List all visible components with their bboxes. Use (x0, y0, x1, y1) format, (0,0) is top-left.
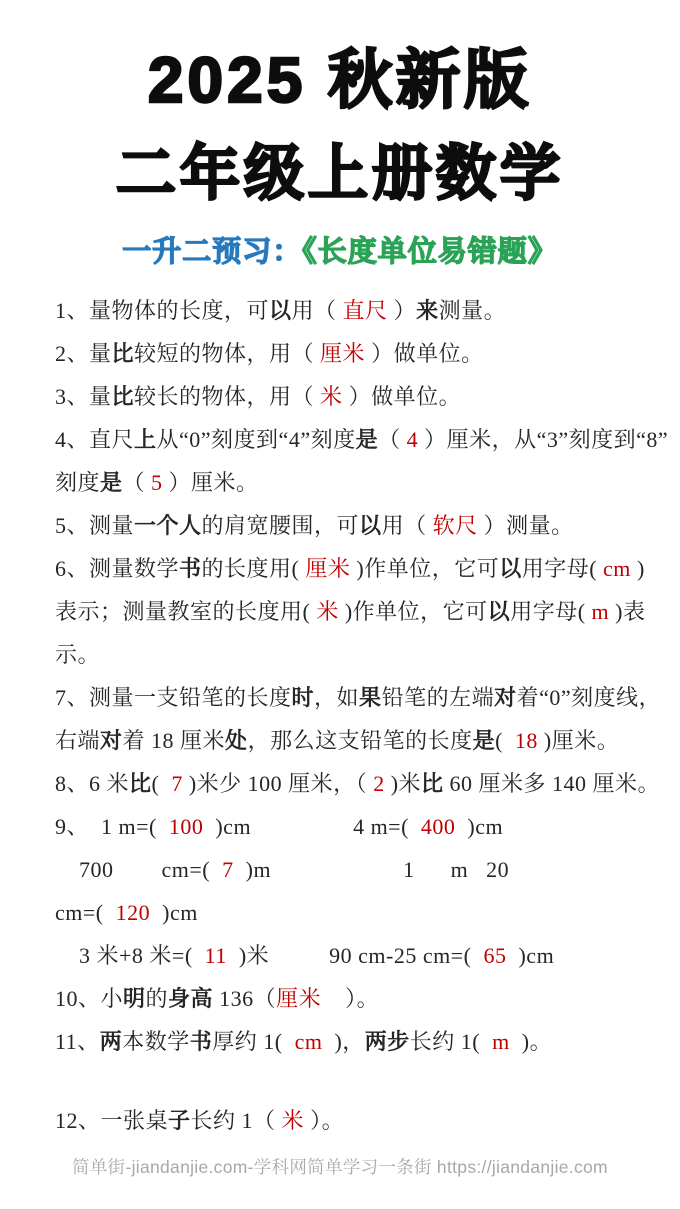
question-text: 书 (189, 1029, 213, 1054)
answer-text: 7 (171, 771, 183, 796)
question-text: 厚约 1( (212, 1029, 295, 1054)
subtitle-prefix: 一升二预习： (122, 236, 303, 268)
question-text: ）。 (321, 986, 380, 1011)
question-text: 的长度用( (201, 556, 306, 581)
question-text: 两 (99, 1029, 123, 1054)
question-text: 较长的物体，用（ (134, 384, 321, 409)
question-text: ）厘米。 (162, 470, 259, 495)
question-text: 长约 1（ (190, 1108, 282, 1133)
question-text: ，如 (314, 685, 360, 710)
question-line (55, 676, 660, 719)
question-text: 是 (100, 470, 123, 495)
answer-text: 2 (373, 771, 385, 796)
question-text: 6、测量数学 (55, 556, 180, 581)
question-line (55, 1020, 660, 1063)
question-text: 用字母( (510, 599, 592, 624)
question-text: 上 (134, 427, 157, 452)
question-text: 用字母( (521, 556, 604, 581)
question-text: 1、量物体的长度，可 (55, 298, 270, 323)
question-text: 来 (416, 298, 439, 323)
answer-text: 厘米 (320, 341, 366, 366)
section-subtitle (0, 238, 680, 267)
answer-text: cm (294, 1029, 323, 1054)
answer-text: 400 (420, 814, 456, 839)
question-text: 用（ (291, 298, 343, 323)
question-text: 700 cm=( (55, 857, 223, 882)
question-text: 右端 (55, 728, 101, 753)
question-line (55, 633, 660, 676)
answer-text: 厘米 (305, 556, 351, 581)
question-text: 7、测量一支铅笔的长度 (55, 685, 292, 710)
question-text: 一个人 (134, 513, 202, 538)
question-text: 从“0”刻度到“4”刻度 (156, 427, 356, 452)
question-text: ）做单位。 (365, 341, 484, 366)
question-text: 时 (291, 685, 315, 710)
question-text: )cm (455, 814, 504, 839)
question-text: ） (387, 298, 417, 323)
question-text: 以 (269, 298, 292, 323)
question-text: )米少 100 厘米，（ (182, 771, 374, 796)
question-text: )cm (150, 900, 198, 925)
question-text: ( (495, 728, 515, 753)
question-text: 8、6 米 (55, 771, 130, 796)
question-text: ，那么这支铅笔的长度 (247, 728, 473, 753)
question-text: 本数学 (122, 1029, 190, 1054)
question-text: 比 (421, 771, 444, 796)
question-text: （ (122, 470, 152, 495)
question-line (55, 1099, 660, 1142)
footer-watermark: 简单街-jiandanjie.com-学科网简单学习一条街 https://jiandanjie.com (72, 1157, 608, 1177)
question-text: 以 (487, 599, 511, 624)
question-text: 10、小 (55, 986, 124, 1011)
question-text: 书 (179, 556, 202, 581)
answer-text: m (492, 1029, 510, 1054)
question-text: 身高 (168, 986, 214, 1011)
question-text: )作单位，它可 (338, 599, 488, 624)
question-text: 比 (111, 384, 135, 409)
title-line-2: 二年级上册数学 (116, 140, 564, 207)
question-text: 两步 (364, 1029, 410, 1054)
question-text: 果 (359, 685, 382, 710)
question-text: 子 (168, 1108, 191, 1133)
question-text: 示。 (55, 642, 101, 667)
answer-text: 5 (151, 470, 163, 495)
question-text: ( (151, 771, 172, 796)
question-text: )。 (509, 1029, 553, 1054)
question-line (55, 547, 660, 590)
question-text: )米 90 cm-25 cm=( (226, 943, 484, 968)
question-text: 60 厘米多 140 厘米。 (443, 771, 661, 796)
question-text: 较短的物体，用（ (134, 341, 321, 366)
question-line (55, 590, 660, 633)
question-text: 9、 1 m=( (55, 814, 169, 839)
question-text: 3、量 (55, 384, 112, 409)
question-line (55, 289, 660, 332)
title-block (0, 0, 680, 207)
question-text: 136（ (213, 986, 277, 1011)
title-line-1: 2025 秋新版 (147, 44, 533, 116)
question-text: 明 (123, 986, 146, 1011)
question-line (55, 375, 660, 418)
answer-text: 米 (281, 1108, 305, 1133)
question-text: )米 (384, 771, 422, 796)
question-text: )， (322, 1029, 365, 1054)
subtitle-topic: 《长度单位易错题》 (302, 236, 558, 268)
question-text: 着“0”刻度线， (516, 685, 662, 710)
question-text: )厘米。 (537, 728, 620, 753)
question-text: )cm 4 m=( (203, 814, 421, 839)
question-text: 比 (111, 341, 135, 366)
question-text: )m 1 m 20 (233, 857, 510, 882)
question-text: ）。 (304, 1108, 345, 1133)
answer-text: 软尺 (432, 513, 478, 538)
answer-text: 7 (222, 857, 234, 882)
question-text: 刻度 (55, 470, 101, 495)
question-text: 的 (145, 986, 169, 1011)
answer-text: 100 (168, 814, 204, 839)
answer-text: 120 (115, 900, 151, 925)
question-line (55, 461, 660, 504)
answer-text: 4 (406, 427, 419, 452)
question-text: 处 (225, 728, 248, 753)
question-text: )cm (506, 943, 555, 968)
question-text: ）厘米，从“3”刻度到“8” (418, 427, 669, 452)
question-line (55, 332, 660, 375)
question-text: 长约 1( (409, 1029, 493, 1054)
answer-text: 直尺 (342, 298, 388, 323)
question-text: 5、测量 (55, 513, 135, 538)
question-text: 对 (494, 685, 517, 710)
question-text: 表示；测量教室的长度用( (55, 599, 317, 624)
answer-text: 18 (514, 728, 538, 753)
question-text: 测量。 (438, 298, 507, 323)
question-text: ）测量。 (477, 513, 574, 538)
question-text: 比 (129, 771, 152, 796)
question-line (55, 762, 660, 805)
question-text: )表 (609, 599, 646, 624)
question-text: 是 (355, 427, 379, 452)
question-text: 用（ (381, 513, 433, 538)
question-text: ) (630, 556, 645, 581)
question-line (55, 891, 660, 934)
question-text: （ (378, 427, 407, 452)
question-line (55, 848, 660, 891)
question-line (55, 418, 669, 461)
question-text: 着 18 厘米 (122, 728, 226, 753)
answer-text: 厘米 (276, 986, 322, 1011)
question-text: 以 (499, 556, 522, 581)
question-text: 是 (472, 728, 496, 753)
answer-text: 米 (316, 599, 339, 624)
question-line (55, 977, 660, 1020)
question-line (55, 934, 660, 977)
question-text: 2、量 (55, 341, 112, 366)
question-text: cm=( (55, 900, 116, 925)
answer-text: 65 (483, 943, 507, 968)
question-line (55, 805, 660, 848)
question-text: ）做单位。 (342, 384, 462, 409)
question-list (0, 289, 680, 1142)
question-text: 12、一张桌 (55, 1108, 169, 1133)
question-text: )作单位，它可 (350, 556, 500, 581)
question-line (55, 504, 660, 547)
question-text: 11、 (55, 1029, 100, 1054)
question-text: 3 米+8 米=( (55, 943, 205, 968)
answer-text: cm (603, 556, 631, 581)
question-line (55, 719, 660, 762)
question-text: 对 (100, 728, 123, 753)
question-text: 的肩宽腰围，可 (201, 513, 360, 538)
answer-text: 米 (320, 384, 343, 409)
question-text: 铅笔的左端 (381, 685, 495, 710)
question-text: 4、直尺 (55, 427, 135, 452)
answer-text: 11 (204, 943, 227, 968)
answer-text: m (591, 599, 610, 624)
question-text: 以 (359, 513, 382, 538)
